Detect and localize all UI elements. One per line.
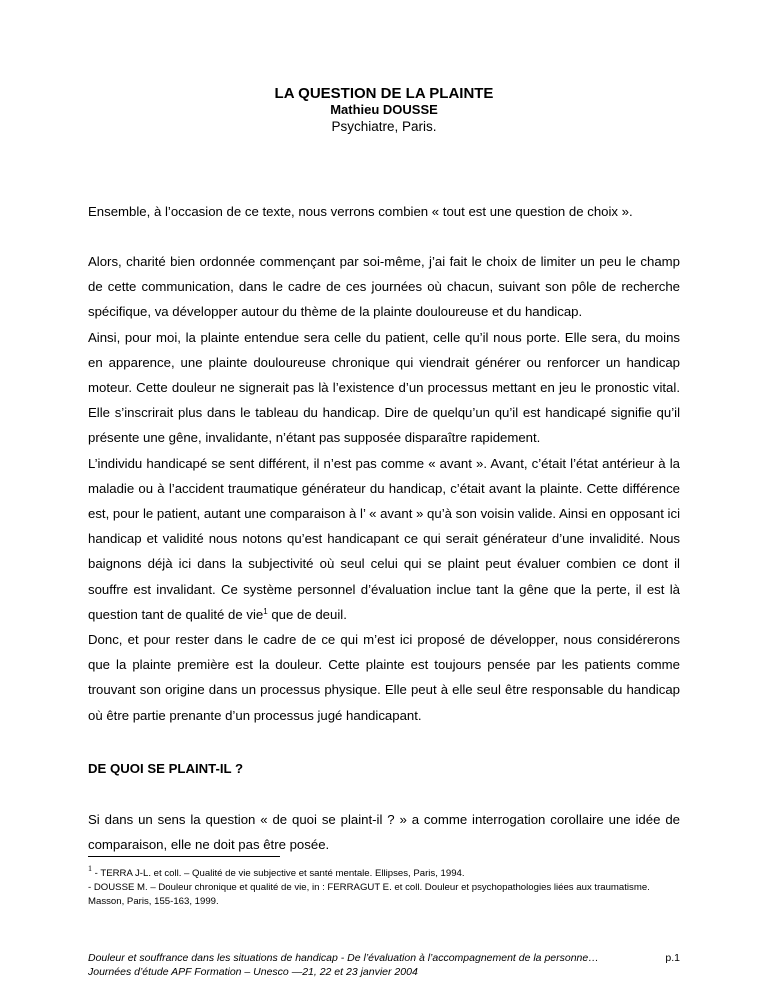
page-number: p.1 [665, 952, 680, 964]
footnote-1 [88, 862, 688, 881]
paragraph-3-text: L’individu handicapé se sent différent, il n’est pas comme « avant ». Avant, c’était l’état antérieur à la maladie ou à l’accident traumatique générateur du handicap, c’était avant la plainte. Cette différence est, pour le patient, autant une comparaison à l’ « avant » qu’à son voisin valide. Ainsi en opposant ici handicap et validité nous notons qu’est handicapant ce qui serait générateur d’une invalidité. Nous baignons déjà ici dans la subjectivité où seul celui qui se plaint peut évaluer combien ce dont il souffre est invalidant. Ce système personnel d’évaluation inclue tant la gêne que la perte, il est là question tant de qualité de vie [88, 455, 680, 622]
page-footer [88, 951, 680, 979]
section-paragraph: Si dans un sens la question « de quoi se plaint-il ? » a comme interrogation corollaire une idée de comparaison, elle ne doit pas être posée. [88, 812, 680, 852]
intro-paragraph: Ensemble, à l’occasion de ce texte, nous verrons combien « tout est une question de choix ». [88, 204, 633, 219]
footer-line-2: Journées d’étude APF Formation – Unesco —21, 22 et 23 janvier 2004 [88, 966, 418, 978]
author-name: Mathieu DOUSSE [330, 102, 438, 117]
footnote-line-2: - DOUSSE M. – Douleur chronique et qualité de vie, in : FERRAGUT E. et coll. Douleur et psychopathologies liées aux traumatisme. Masson, Paris, 155-163, 1999. [88, 882, 650, 907]
section-text [88, 807, 680, 857]
paragraph-1: Alors, charité bien ordonnée commençant par soi-même, j’ai fait le choix de limiter un peu le champ de cette communication, dans le cadre de ces journées où chacun, suivant son pôle de recherche spécifique, va développer autour du thème de la plainte douloureuse et du handicap. [88, 254, 680, 320]
author-affiliation: Psychiatre, Paris. [331, 119, 437, 134]
footnotes [88, 862, 688, 909]
paragraph-2: Ainsi, pour moi, la plainte entendue sera celle du patient, celle qu’il nous porte. Elle sera, du moins en apparence, une plainte douloureuse chronique qui viendrait générer ou renforcer un handicap moteur. Cette douleur ne signerait pas là l’existence d’un processus mettant en jeu le pronostic vital. Elle s’inscrirait plus dans le tableau du handicap. Dire de quelqu’un qu’il est handicapé signifie qu’il présente une gêne, invalidante, n’étant pas supposée disparaître rapidement. [88, 329, 680, 446]
document-header [0, 85, 768, 135]
footnote-divider [88, 856, 280, 857]
section-heading: DE QUOI SE PLAINT-IL ? [88, 761, 244, 776]
footnote-number: 1 [88, 864, 92, 873]
document-title: LA QUESTION DE LA PLAINTE [274, 85, 494, 102]
footnote-reference[interactable]: 1 [263, 606, 268, 616]
paragraph-3 [88, 451, 680, 627]
paragraph-3-end: que de deuil. [267, 606, 347, 622]
main-text [88, 249, 680, 728]
footnote-line-1: - TERRA J-L. et coll. – Qualité de vie subjective et santé mentale. Ellipses, Paris, 1994. [92, 868, 465, 879]
footer-line-1: Douleur et souffrance dans les situations de handicap - De l’évaluation à l’accompagnement de la personne… [88, 952, 599, 964]
paragraph-4: Donc, et pour rester dans le cadre de ce qui m’est ici proposé de développer, nous considérerons que la plainte première est la douleur. Cette plainte est toujours pensée par les patients comme trouvant son origine dans un processus physique. Elle peut à elle seul être responsable du handicap où être partie prenante d’un processus jugé handicapant. [88, 632, 680, 723]
